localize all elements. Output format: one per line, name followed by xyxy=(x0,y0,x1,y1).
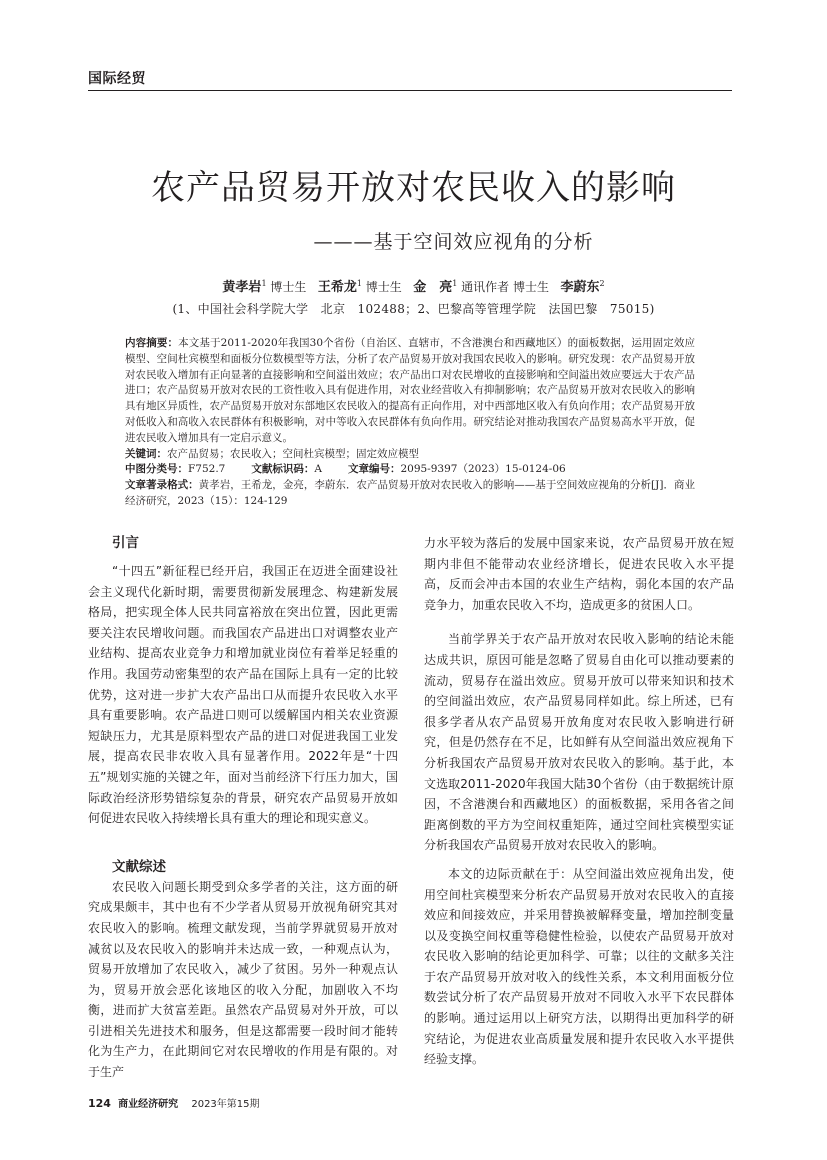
body-paragraph: 力水平较为落后的发展中国家来说，农产品贸易开放在短期内非但不能带动农业经济增长，促进农民收入水平提高，反而会冲击本国的农业生产结构，弱化本国的农产品竞争力，加重农民收入不均，造成更多的贫困人口。 xyxy=(424,536,734,612)
article-no xyxy=(348,462,566,478)
article-no-label: 文章编号： xyxy=(347,463,401,476)
citation-label: 文章著录格式： xyxy=(125,479,199,492)
intro-paragraph: “十四五”新征程已经开启，我国正在迈进全面建设社会主义现代化新时期，需要贯彻新发展理念、构建新发展格局，把实现全体人民共同富裕放在突出位置，因此更需要关注农民增收问题。而我国农产品进出口对调整农业产业结构、提高农业竞争力和增加就业岗位有着举足轻重的作用。我国劳动密集型的农产品在国际上具有一定的比较优势，这对进一步扩大农产品出口从而提升农民收入水平具有重要影响。农产品进口则可以缓解国内相关农业资源短缺压力，尤其是原料型农产品的进口对促进我国工业发展，提高农民非农收入具有显著作用。2022年是“十四五”规划实施的关键之年，面对当前经济下行压力加大，国际政治经济形势错综复杂的背景，研究农产品贸易开放如何促进农民收入持续增长具有重大的理论和现实意义。 xyxy=(88,564,398,826)
doc-code xyxy=(251,462,322,478)
abstract-text: 本文基于2011-2020年我国30个省份（自治区、直辖市，不含港澳台和西藏地区）的面板数据，运用固定效应模型、空间杜宾模型和面板分位数模型等方法，分析了农产品贸易开放对我国农民收入的影响。研究发现：农产品贸易开放对农民收入增加有正向显著的直接影响和空间溢出效应；农产品出口对农民增收的直接影响和空间溢出效应要远大于农产品进口；农产品贸易开放对农民的工资性收入具有促进作用，对农业经营收入有抑制影响；农产品贸易开放对农民收入的影响具有地区异质性，农产品贸易开放对东部地区农民收入的提高有正向作用，对中西部地区收入有负向作用；农产品贸易开放对低收入和高收入农民群体有积极影响，对中等收入农民群体有负向作用。研究结论对推动我国农产品贸易高水平开放，促进农民收入增加具有一定启示意义。 xyxy=(125,337,695,444)
intro-heading: 引言 xyxy=(112,535,139,551)
citation xyxy=(125,478,695,510)
author-name: 王希龙 xyxy=(317,280,357,295)
issue-label: 2023年第15期 xyxy=(191,1099,260,1110)
author-sup: 2 xyxy=(599,279,605,288)
keywords-text: 农产品贸易；农民收入；空间杜宾模型；固定效应模型 xyxy=(167,447,419,460)
section-tag: 国际经贸 xyxy=(88,71,146,87)
clc-value: F752.7 xyxy=(188,463,226,476)
doc-code-value: A xyxy=(314,463,322,476)
abstract xyxy=(125,336,695,447)
author-sup: 1 xyxy=(452,279,458,288)
article-no-value: 2095-9397（2023）15-0124-06 xyxy=(400,463,566,476)
author-sup: 1 xyxy=(356,279,362,288)
author-role: 博士生 xyxy=(365,280,402,294)
left-column xyxy=(88,533,398,1083)
author-sup: 1 xyxy=(261,279,267,288)
keywords-label: 关键词： xyxy=(125,447,167,460)
body-paragraph: 当前学界关于农产品开放对农民收入影响的结论未能达成共识，原因可能是忽略了贸易自由化可以推动要素的流动，贸易存在溢出效应。贸易开放可以带来知识和技术的空间溢出效应，农产品贸易同样如此。综上所述，已有很多学者从农产品贸易开放角度对农民收入影响进行研究，但是仍然存在不足，比如鲜有从空间溢出效应视角下分析我国农产品贸易开放对农民收入的影响。基于此，本文选取2011-2020年我国大陆30个省份（由于数据统计原因，不含港澳台和西藏地区）的面板数据，采用各省之间距离倒数的平方为空间权重矩阵，通过空间杜宾模型实证分析我国农产品贸易开放对农民收入的影响。 xyxy=(424,632,734,853)
page-footer xyxy=(88,1095,260,1110)
review-paragraph: 农民收入问题长期受到众多学者的关注，这方面的研究成果颇丰，其中也有不少学者从贸易开放视角研究其对农民收入的影响。梳理文献发现，当前学界就贸易开放对减贫以及农民收入的影响并未达成一致，一种观点认为，贸易开放增加了农民收入，减少了贫困。另外一种观点认为，贸易开放会恶化该地区的收入分配，加剧收入不均衡，进而扩大贫富差距。虽然农产品贸易对外开放，可以引进相关先进技术和服务，但是这都需要一段时间才能转化为生产力，在此期间它对农民增收的作用是有限的。对于生产 xyxy=(88,879,398,1080)
author-name: 金 亮 xyxy=(413,280,453,295)
header-rule xyxy=(88,90,732,91)
body-paragraph: 本文的边际贡献在于：从空间溢出效应视角出发，使用空间杜宾模型来分析农产品贸易开放对农民收入的直接效应和间接效应，并采用替换被解释变量，增加控制变量以及变换空间权重等稳健性检验，以使农产品贸易开放对农民收入影响的结论更加科学、可靠；以往的文献多关注于农产品贸易开放对收入的线性关系，本文利用面板分位数尝试分析了农产品贸易开放对不同收入水平下农民群体的影响。通过运用以上研究方法，以期得出更加科学的研究结论，为促进农业高质量发展和提升农民收入水平提供经验支撑。 xyxy=(424,866,734,1067)
author-name: 黄孝岩 xyxy=(222,280,262,295)
citation-text: 黄孝岩，王希龙，金亮，李蔚东．农产品贸易开放对农民收入的影响——基于空间效应视角的分析[J]．商业经济研究，2023（15）：124-129 xyxy=(125,479,696,507)
doc-code-label: 文献标识码： xyxy=(251,463,315,476)
abstract-block xyxy=(125,336,695,510)
author-line xyxy=(0,276,827,295)
abstract-label: 内容摘要： xyxy=(125,337,179,349)
clc-label: 中图分类号： xyxy=(125,463,188,476)
author-role: 通讯作者 博士生 xyxy=(461,280,549,294)
right-column xyxy=(424,533,734,1070)
article-subtitle: ———基于空间效应视角的分析 xyxy=(313,231,594,253)
review-heading: 文献综述 xyxy=(112,858,166,875)
classification-line xyxy=(125,462,695,478)
author-role: 博士生 xyxy=(270,280,307,294)
clc xyxy=(125,462,225,478)
page-number: 124 xyxy=(88,1097,111,1110)
affiliation: (1、中国社会科学院大学 北京 102488；2、巴黎高等管理学院 法国巴黎 75015) xyxy=(172,302,655,316)
author-name: 李蔚东 xyxy=(560,280,600,295)
journal-name: 商业经济研究 xyxy=(118,1099,179,1110)
keywords xyxy=(125,447,695,463)
article-title: 农产品贸易开放对农民收入的影响 xyxy=(151,168,676,208)
